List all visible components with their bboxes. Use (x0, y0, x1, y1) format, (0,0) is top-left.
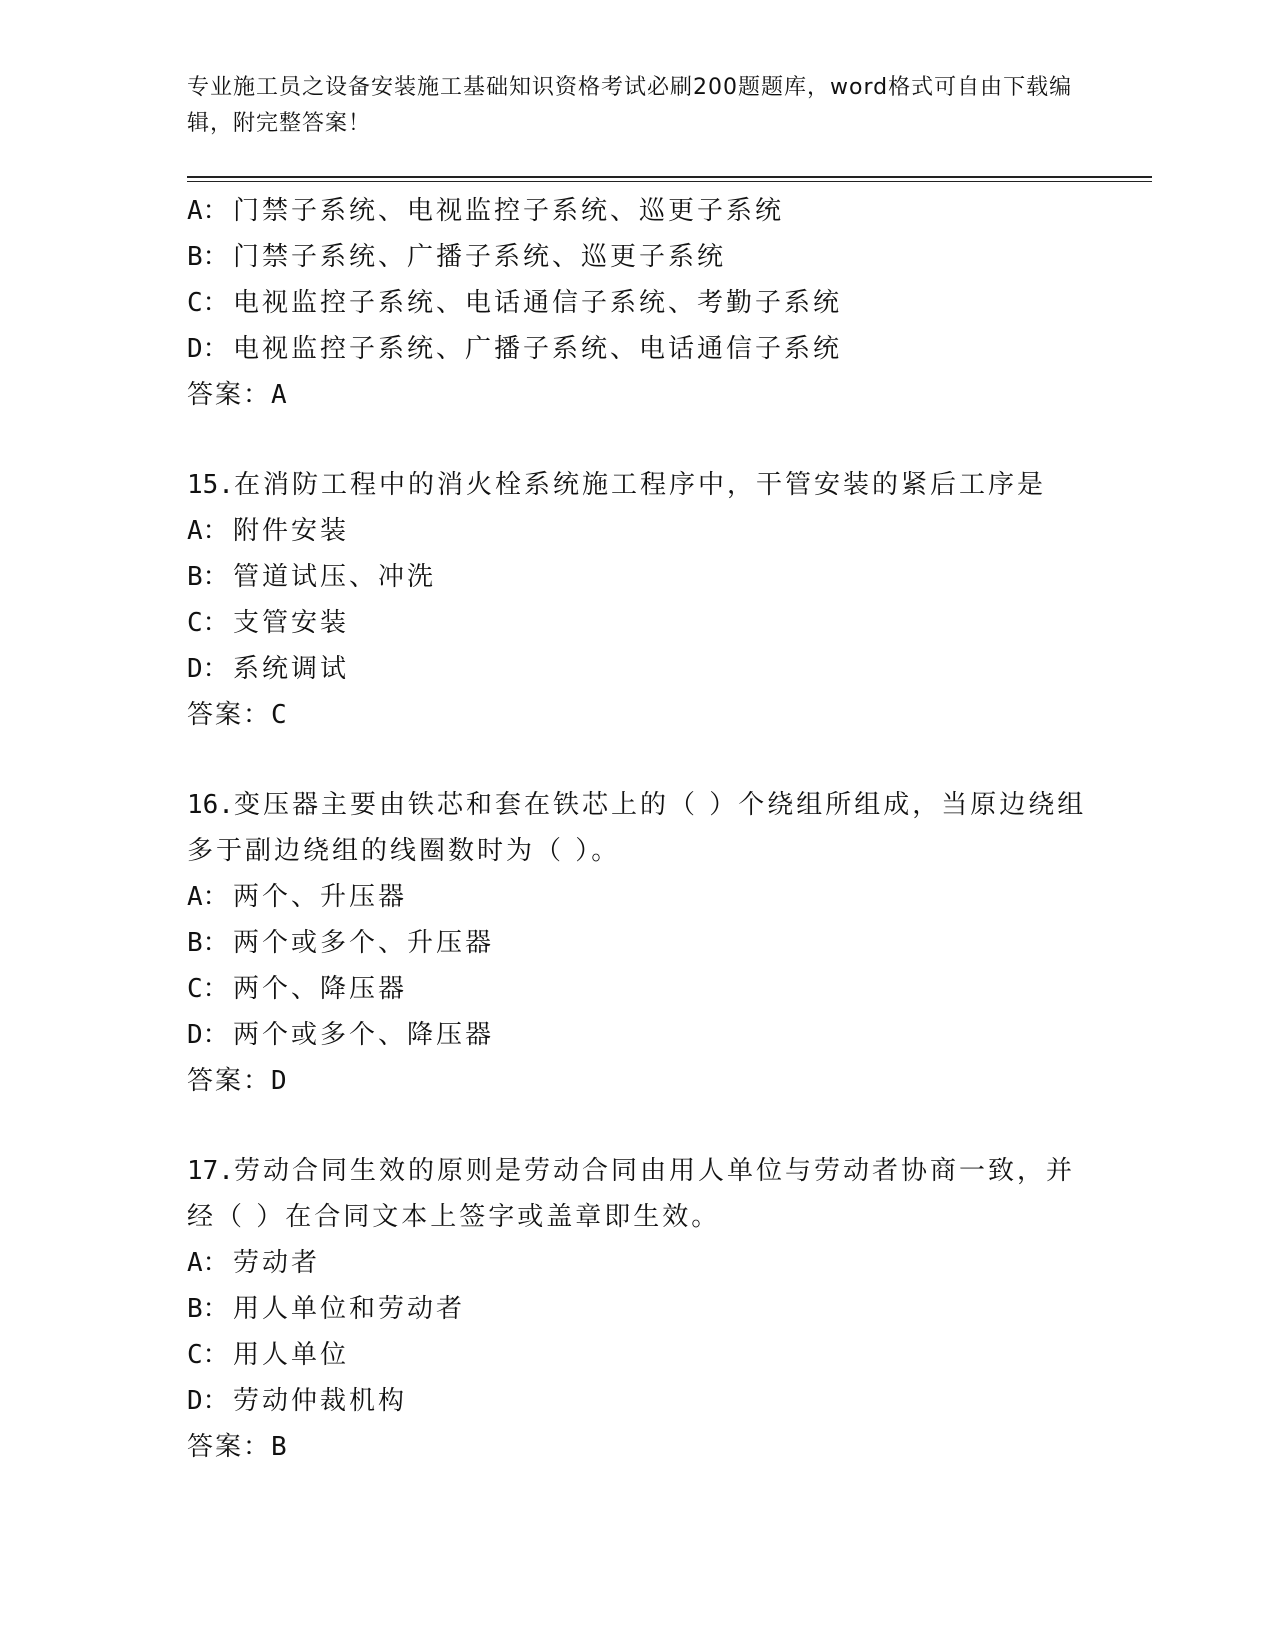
option-c: C： 支管安装 (187, 608, 350, 638)
question-list (187, 188, 1087, 1470)
question-14 (187, 188, 1087, 418)
option-a: A： 两个、升压器 (187, 882, 408, 912)
option-d: D： 电视监控子系统、广播子系统、电话通信子系统 (187, 334, 843, 364)
question-text: 17.劳动合同生效的原则是劳动合同由用人单位与劳动者协商一致，并经（ ）在合同文本上签字或盖章即生效。 (187, 1156, 1075, 1232)
question-17 (187, 1148, 1087, 1470)
question-15 (187, 462, 1087, 738)
question-text: 16.变压器主要由铁芯和套在铁芯上的（ ）个绕组所组成，当原边绕组多于副边绕组的线圈数时为（ ）。 (187, 790, 1087, 866)
option-a: A： 门禁子系统、电视监控子系统、巡更子系统 (187, 196, 785, 226)
option-a: A： 附件安装 (187, 516, 350, 546)
answer: 答案：A (187, 380, 289, 410)
option-d: D： 劳动仲裁机构 (187, 1386, 408, 1416)
document-header: 专业施工员之设备安装施工基础知识资格考试必刷200题题库，word格式可自由下载编辑，附完整答案！ (187, 75, 1073, 136)
option-b: B： 两个或多个、升压器 (187, 928, 495, 958)
option-c: C： 两个、降压器 (187, 974, 408, 1004)
option-c: C： 电视监控子系统、电话通信子系统、考勤子系统 (187, 288, 843, 318)
answer: 答案：D (187, 1066, 289, 1096)
option-d: D： 系统调试 (187, 654, 350, 684)
question-16 (187, 782, 1087, 1104)
header-divider (187, 176, 1152, 182)
answer: 答案：C (187, 700, 289, 730)
answer: 答案：B (187, 1432, 289, 1462)
option-d: D： 两个或多个、降压器 (187, 1020, 495, 1050)
option-b: B： 门禁子系统、广播子系统、巡更子系统 (187, 242, 727, 272)
option-a: A： 劳动者 (187, 1248, 321, 1278)
question-text: 15.在消防工程中的消火栓系统施工程序中，干管安装的紧后工序是 (187, 470, 1046, 500)
option-c: C： 用人单位 (187, 1340, 350, 1370)
option-b: B： 管道试压、冲洗 (187, 562, 437, 592)
option-b: B： 用人单位和劳动者 (187, 1294, 466, 1324)
